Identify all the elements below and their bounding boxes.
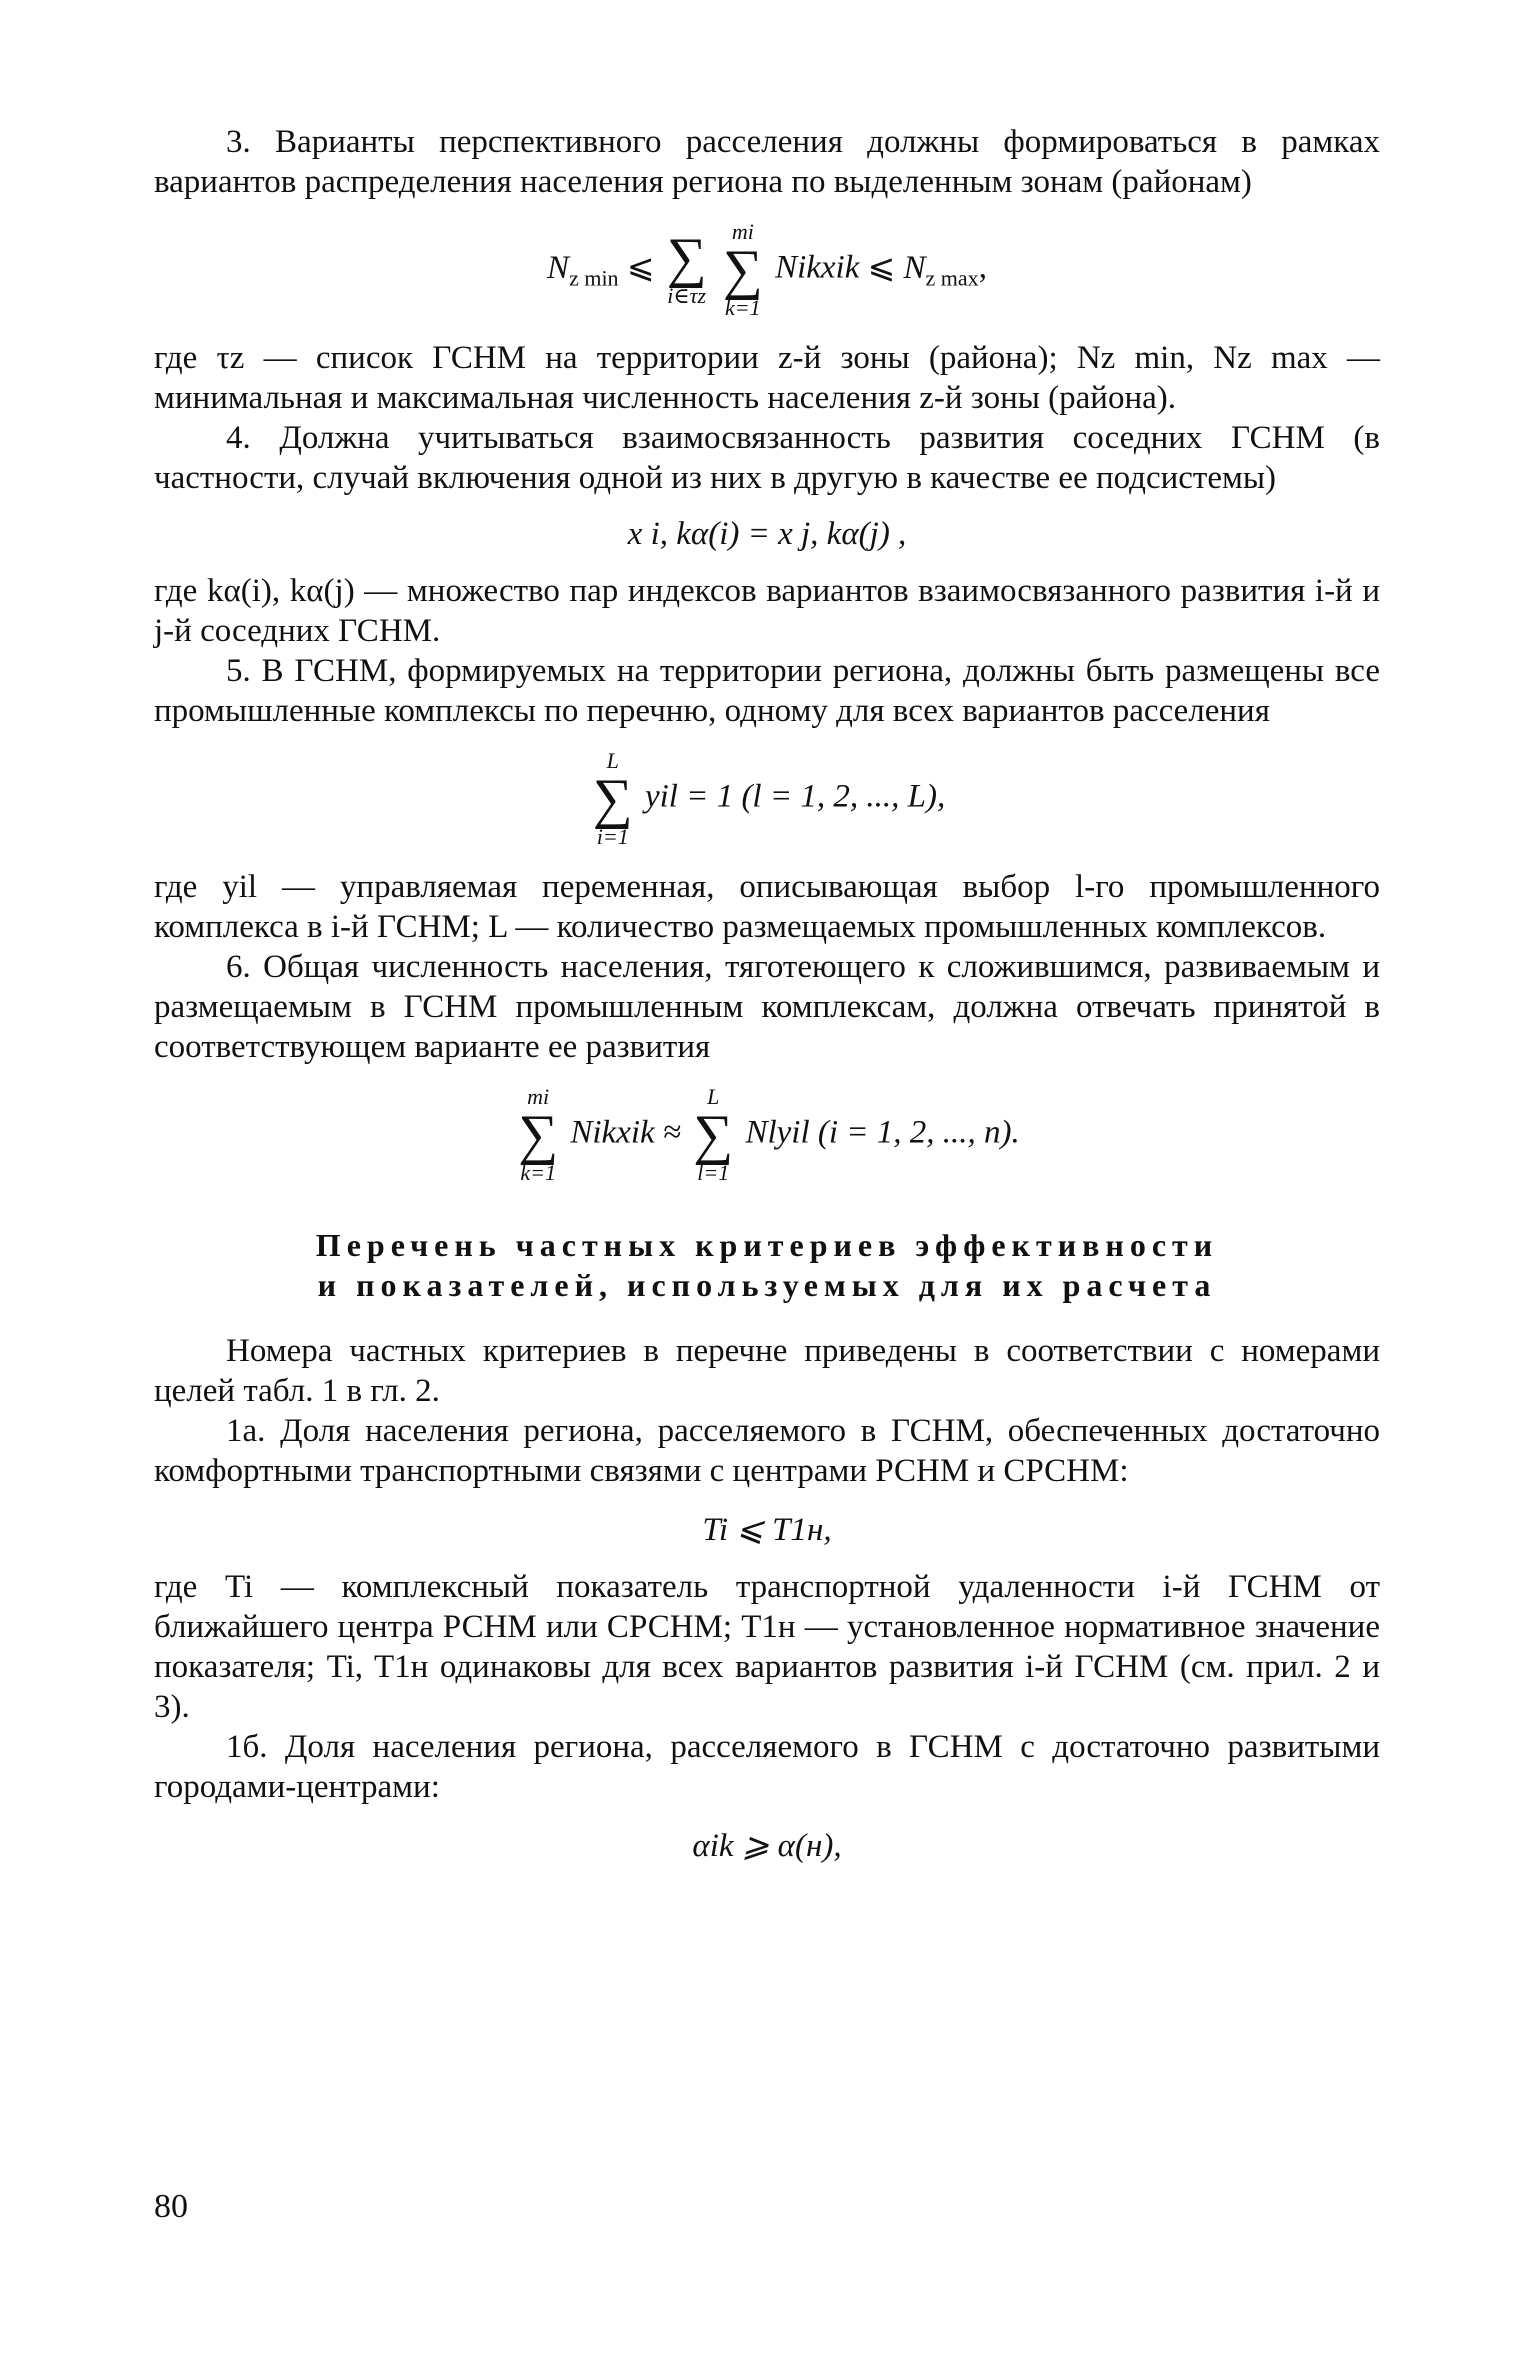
section-heading-line2: и показателей, используемых для их расчета [317, 1267, 1217, 1303]
formula-6 [154, 1085, 1380, 1185]
paragraph-4-where: где kα(i), kα(j) — множество пар индексов вариантов взаимосвязанного развития i-й и j-й соседних ГСНМ. [154, 573, 1380, 649]
paragraph-1b: 1б. Доля населения региона, расселяемого в ГСНМ с достаточно развитыми городами-центрами: [154, 1729, 1380, 1805]
paragraph-3: 3. Варианты перспективного расселения должны формироваться в рамках вариантов распределения населения региона по выделенным зонам (районам) [154, 124, 1380, 200]
formula-1a: Ti ⩽ T1н, [702, 1512, 832, 1548]
formula-6-sum2: L ∑ l=1 [693, 1084, 734, 1185]
paragraph-intro: Номера частных критериев в перечне приведены в соответствии с номерами целей табл. 1 в гл. 2. [154, 1333, 1380, 1409]
formula-5-sum: L ∑ i=1 [592, 748, 633, 849]
page-content [154, 122, 1380, 1883]
formula-6-body1: Nikxik ≈ [570, 1114, 682, 1151]
formula-3-le1: ⩽ [626, 249, 655, 286]
page-number: 80 [154, 2188, 188, 2225]
formula-3-body: Nikxik [775, 249, 860, 286]
formula-3-right: $N_{z max}$ [903, 249, 979, 291]
formula-6-sum1: mi ∑ k=1 [518, 1084, 559, 1185]
paragraph-4: 4. Должна учитываться взаимосвязанность развития соседних ГСНМ (в частности, случай включения одной из них в другую в качестве ее подсистемы) [154, 420, 1380, 496]
formula-3: $N_{z min}$ ⩽ ∑ i∈τz mi ∑ k=1 Nikxik ⩽ $N_{z max}$, [547, 219, 987, 320]
formula-5-body: yil = 1 (l = 1, 2, ..., L), [644, 778, 946, 815]
formula-5 [154, 749, 1380, 849]
paragraph-5: 5. В ГСНМ, формируемых на территории региона, должны быть размещены все промышленные комплексы по перечню, одному для всех вариантов расселения [154, 653, 1380, 729]
formula-3-le2: ⩽ [867, 249, 896, 286]
paragraph-1a-where: где Ti — комплексный показатель транспортной удаленности i-й ГСНМ от ближайшего центра РСНМ или СРСНМ; T1н — установленное нормативное значение показателя; Ti, T1н одинаковы для всех вариантов развития i-й ГСНМ (см. прил. 2 и 3). [154, 1569, 1380, 1725]
formula-4: x i, kα(i) = x j, kα(j) , [627, 516, 907, 552]
formula-1b: αik ⩾ α(н), [692, 1828, 842, 1864]
paragraph-6: 6. Общая численность населения, тяготеющего к сложившимся, развиваемым и размещаемым в ГСНМ промышленным комплексам, должна отвечать принятой в соответствующем варианте ее развития [154, 949, 1380, 1065]
formula-6-body2: Nlyil (i = 1, 2, ..., n). [745, 1114, 1020, 1151]
section-heading [154, 1225, 1380, 1305]
paragraph-3-where: где τz — список ГСНМ на территории z-й зоны (района); Nz min, Nz max — минимальная и максимальная численность населения z-й зоны (района). [154, 340, 1380, 416]
formula-3-left: $N_{z min}$ [547, 249, 619, 291]
section-heading-line1: Перечень частных критериев эффективности [315, 1227, 1219, 1263]
formula-3-sum2: mi ∑ k=1 [722, 219, 763, 320]
paragraph-5-where: где yil — управляемая переменная, описывающая выбор l-го промышленного комплекса в i-й ГСНМ; L — количество размещаемых промышленных комплексов. [154, 869, 1380, 945]
formula-3-sum1: ∑ i∈τz [666, 227, 707, 308]
paragraph-1a: 1а. Доля населения региона, расселяемого в ГСНМ, обеспеченных достаточно комфортными транспортными связями с центрами РСНМ и СРСНМ: [154, 1413, 1380, 1489]
